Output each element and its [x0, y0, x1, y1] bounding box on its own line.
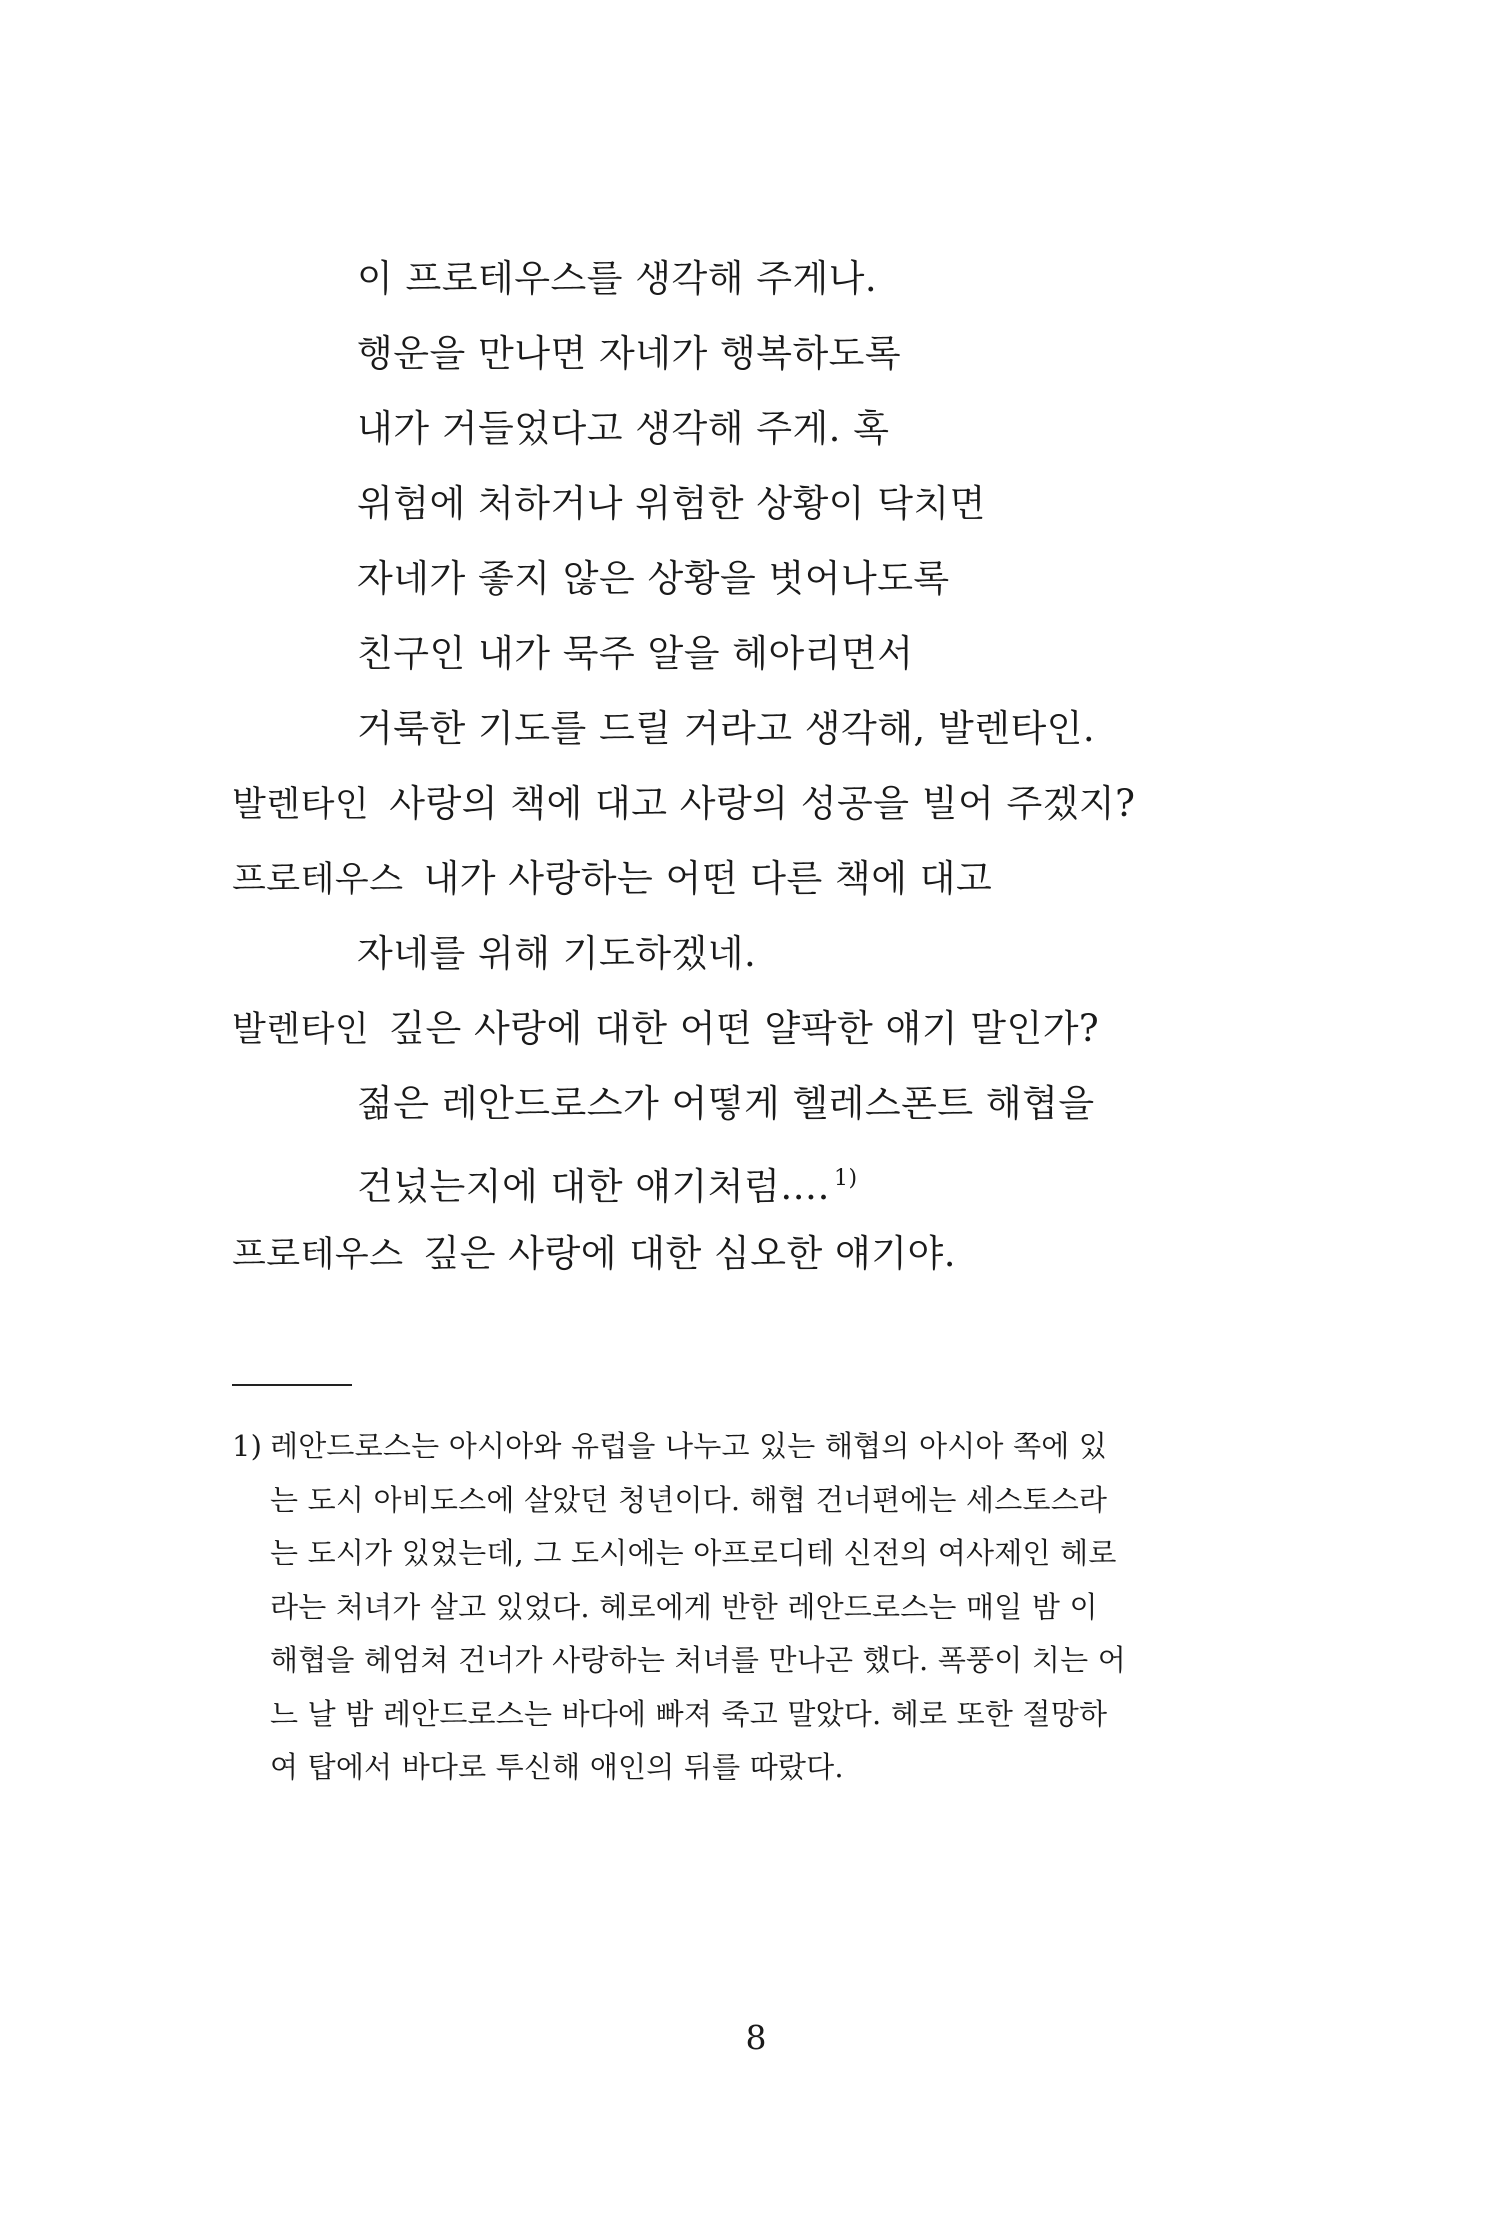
footnote-line: 해협을 헤엄쳐 건너가 사랑하는 처녀를 만나곤 했다. 폭풍이 치는 어	[270, 1643, 1126, 1677]
footnote	[232, 1420, 1172, 1795]
footnote-line: 는 도시 아비도스에 살았던 청년이다. 해협 건너편에는 세스토스라	[270, 1482, 1108, 1517]
speaker-name: 발렌타인	[232, 785, 370, 825]
line-text: 내가 거들었다고 생각해 주게. 혹	[357, 407, 890, 450]
footnote-line: 는 도시가 있었는데, 그 도시에는 아프로디테 신전의 여사제인 헤로	[270, 1536, 1117, 1570]
footnote-row	[232, 1420, 1172, 1795]
speaker-name: 프로테우스	[232, 860, 404, 900]
speaker-name: 발렌타인	[232, 1010, 370, 1050]
line-text: 이 프로테우스를 생각해 주게나.	[357, 257, 878, 300]
footnote-line: 라는 처녀가 살고 있었다. 헤로에게 반한 레안드로스는 매일 밤 이	[270, 1589, 1098, 1624]
verse-line	[232, 1073, 1332, 1148]
line-text: 친구인 내가 묵주 알을 헤아리면서	[357, 632, 914, 675]
verse-line	[232, 698, 1332, 773]
footnote-reference: 1)	[833, 1166, 858, 1191]
speech-line	[232, 848, 1332, 923]
verse-line	[232, 1148, 1332, 1223]
footnote-line: 여 탑에서 바다로 투신해 애인의 뒤를 따랐다.	[270, 1750, 844, 1784]
verse-line	[232, 923, 1332, 998]
line-text: 거룩한 기도를 드릴 거라고 생각해, 발렌타인.	[357, 707, 1096, 750]
footnote-body	[270, 1420, 1172, 1795]
line-text: 젊은 레안드로스가 어떻게 헬레스폰트 해협을	[357, 1082, 1095, 1125]
speech-line	[232, 773, 1332, 848]
footnote-marker: 1)	[232, 1429, 263, 1463]
line-text: 행운을 만나면 자네가 행복하도록	[357, 332, 902, 375]
verse-line	[232, 323, 1332, 398]
page-number: 8	[745, 2018, 767, 2057]
footnote-divider	[232, 1384, 352, 1386]
verse-line	[232, 548, 1332, 623]
line-text: 깊은 사랑에 대한 어떤 얄팍한 얘기 말인가?	[389, 1007, 1100, 1050]
line-text: 사랑의 책에 대고 사랑의 성공을 빌어 주겠지?	[389, 782, 1136, 825]
line-text: 건넜는지에 대한 얘기처럼….	[357, 1165, 830, 1208]
line-text: 위험에 처하거나 위험한 상황이 닥치면	[357, 482, 986, 525]
speech-line	[232, 998, 1332, 1073]
line-text: 자네가 좋지 않은 상황을 벗어나도록	[357, 557, 950, 600]
verse-line	[232, 473, 1332, 548]
verse-line	[232, 398, 1332, 473]
footnote-line: 느 날 밤 레안드로스는 바다에 빠져 죽고 말았다. 헤로 또한 절망하	[270, 1696, 1108, 1731]
speech-line	[232, 1223, 1332, 1298]
verse-line	[232, 623, 1332, 698]
speaker-name: 프로테우스	[232, 1235, 404, 1275]
line-text: 깊은 사랑에 대한 심오한 얘기야.	[423, 1232, 957, 1275]
line-text: 내가 사랑하는 어떤 다른 책에 대고	[423, 857, 993, 900]
dialogue-block	[232, 248, 1332, 1298]
footnote-line: 레안드로스는 아시아와 유럽을 나누고 있는 해협의 아시아 쪽에 있	[270, 1429, 1108, 1463]
verse-line	[232, 248, 1332, 323]
line-text: 자네를 위해 기도하겠네.	[357, 932, 757, 975]
